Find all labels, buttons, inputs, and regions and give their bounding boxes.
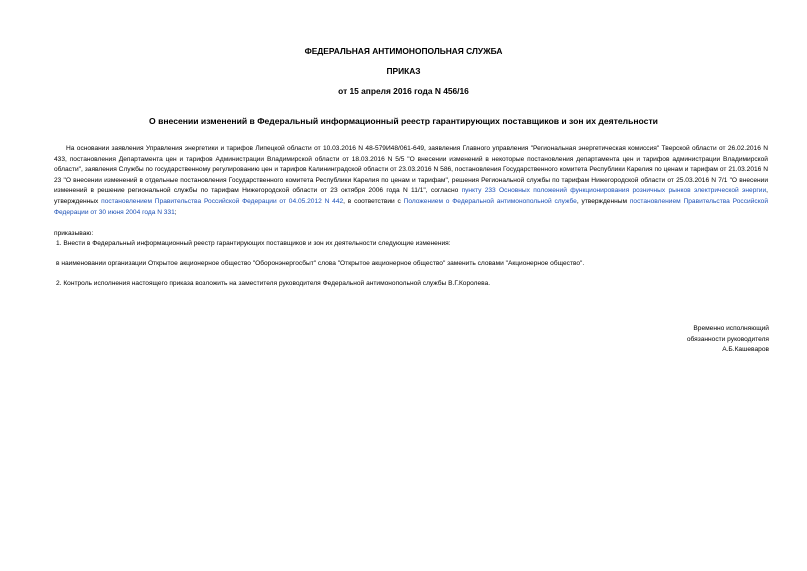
order-item-1-detail [54, 260, 584, 267]
agency-name: ФЕДЕРАЛЬНАЯ АНТИМОНОПОЛЬНАЯ СЛУЖБА [304, 46, 503, 56]
signature-block [687, 324, 769, 356]
order-item-2 [54, 280, 490, 287]
order-item-1 [54, 240, 451, 247]
link-resolution-331[interactable]: постановлением Правительства Российской Федерации от 30 июня 2004 года N 331 [54, 197, 768, 216]
signature-line-2: обязанности руководителя [686, 335, 769, 343]
preamble-paragraph [54, 144, 768, 218]
signature-line-1: Временно исполняющий [693, 325, 769, 332]
link-rules-point-233[interactable]: пункту 233 Основных положений функционирования розничных рынков электрической энергии [461, 187, 767, 195]
order-intro: приказываю: [54, 230, 94, 237]
preamble-text-3: , в соответствии с [343, 197, 404, 205]
order-item-2-text: 2. Контроль исполнения настоящего приказа возложить на заместителя руководителя Федеральной антимонопольной службы В.Г.Королева. [56, 280, 491, 287]
order-item-1-detail-text: в наименовании организации Открытое акционерное общество "Оборонэнергосбыт" слова "Открытое акционерное общество" заменить словами "Акционерное общество". [56, 260, 585, 267]
preamble-text-5: ; [174, 208, 177, 216]
signature-name: А.Б.Кашеваров [722, 346, 769, 354]
document-date-number: от 15 апреля 2016 года N 456/16 [338, 86, 469, 96]
preamble-text-2: , утвержденных [54, 187, 768, 205]
document-type: ПРИКАЗ [386, 66, 421, 76]
document-title: О внесении изменений в Федеральный информационный реестр гарантирующих поставщиков и зон их деятельности [149, 116, 658, 126]
link-resolution-442[interactable]: постановлением Правительства Российской Федерации от 04.05.2012 N 442 [101, 197, 344, 205]
preamble-text-4: , утвержденным [576, 197, 630, 205]
preamble-text-1: На основании заявления Управления энергетики и тарифов Липецкой области от 10.03.2016 N 48-579И48/061-649, заявления Главного управления "Региональная энергетическая комиссия" Тверской области от 26.02.2016 N 433, постановления Департамента цен и тарифов Администрации Владимирской области от 18.03.2016 N 5/5 "О внесении изменений в некоторые постановления департамента цен и тарифов администрации Владимирской области", заявления Службы по государственному регулированию цен и тарифов Калининградской области от 23.03.2016 N 586, постановления Государственного комитета Республики Карелия по ценам и тарифам от 21.03.2016 N 23 "О внесении изменений в отдельные постановления Государственного комитета Республики Карелия по ценам и тарифам", решения Региональной службы по тарифам Нижегородской области от 25.03.2016 N 7/1 "О внесении изменений в решение региональной службы по тарифам Нижегородской области от 23 октября 2006 года N 11/1", согласно [54, 145, 768, 195]
preamble [54, 144, 768, 218]
link-fas-regulation[interactable]: Положением о Федеральной антимонопольной службе [403, 197, 577, 205]
order-item-1-text: 1. Внести в Федеральный информационный реестр гарантирующих поставщиков и зон их деятельности следующие изменения: [56, 240, 451, 247]
